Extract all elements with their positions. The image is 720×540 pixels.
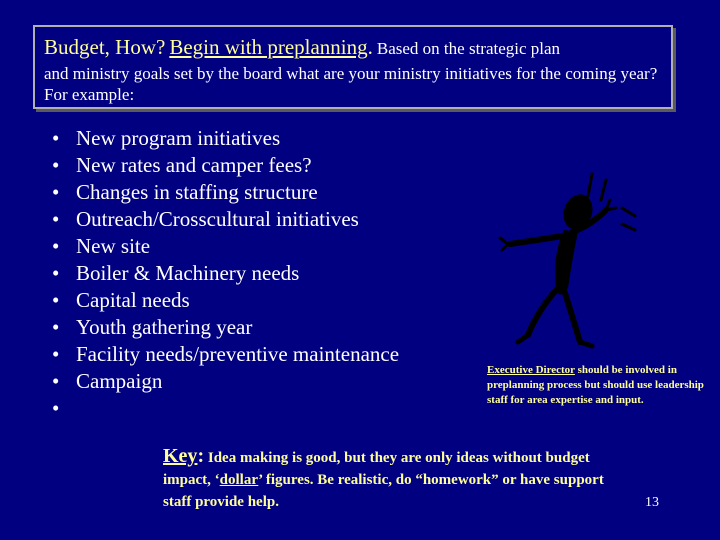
list-item (52, 260, 399, 287)
caption-rest: should be involved in preplanning process but should use leadership staff for area expertise and input. (487, 364, 704, 406)
list-item (52, 287, 399, 314)
bullet-list (52, 125, 399, 422)
bullet-icon: • (52, 288, 60, 312)
list-item (52, 179, 399, 206)
header-begin: Begin with preplanning (169, 35, 368, 59)
caption-lead: Executive Director (487, 364, 575, 376)
key-colon: : (197, 445, 205, 467)
bullet-text: New site (76, 234, 151, 258)
list-item (52, 314, 399, 341)
list-item (52, 233, 399, 260)
list-item (52, 125, 399, 152)
dancing-stick-figure-icon (498, 160, 648, 360)
bullet-text: New rates and camper fees? (76, 153, 312, 177)
list-item (52, 368, 399, 395)
bullet-icon: • (52, 261, 60, 285)
list-item (52, 341, 399, 368)
key-dollar: dollar (219, 472, 259, 488)
header-rest-line-1: Based on the strategic plan (376, 39, 561, 58)
bullet-icon: • (52, 315, 60, 339)
header-box (33, 25, 673, 109)
key-note (163, 445, 633, 513)
list-item (52, 152, 399, 179)
bullet-icon: • (52, 396, 60, 420)
bullet-icon: • (52, 369, 60, 393)
figure-caption (487, 363, 715, 408)
bullet-icon: • (52, 207, 60, 231)
header-line-1 (44, 35, 560, 60)
bullet-icon: • (52, 342, 60, 366)
bullet-text: Campaign (76, 369, 163, 393)
page-number: 13 (645, 495, 659, 510)
list-item (52, 206, 399, 233)
header-question: Budget, How? (44, 35, 166, 59)
bullet-icon: • (52, 234, 60, 258)
bullet-text: Changes in staffing structure (76, 180, 318, 204)
bullet-icon: • (52, 126, 60, 150)
bullet-text: Capital needs (76, 288, 190, 312)
bullet-text: Facility needs/preventive maintenance (76, 342, 400, 366)
key-text-b: ’ figures. Be realistic, do “homework” or have support staff provide help. (163, 472, 604, 510)
key-text-a: Idea making is good, but they are only ideas without budget impact, ‘ (163, 450, 590, 488)
header-punct: . (367, 35, 373, 59)
bullet-icon: • (52, 153, 60, 177)
list-item (52, 395, 399, 422)
bullet-text: Boiler & Machinery needs (76, 261, 300, 285)
header-rest-lines: and ministry goals set by the board what are your ministry initiatives for the coming year? For example: (44, 64, 658, 104)
bullet-icon: • (52, 180, 60, 204)
key-label: Key (163, 445, 198, 467)
bullet-text: Youth gathering year (76, 315, 253, 339)
bullet-text: New program initiatives (76, 126, 281, 150)
bullet-text: Outreach/Crosscultural initiatives (76, 207, 359, 231)
